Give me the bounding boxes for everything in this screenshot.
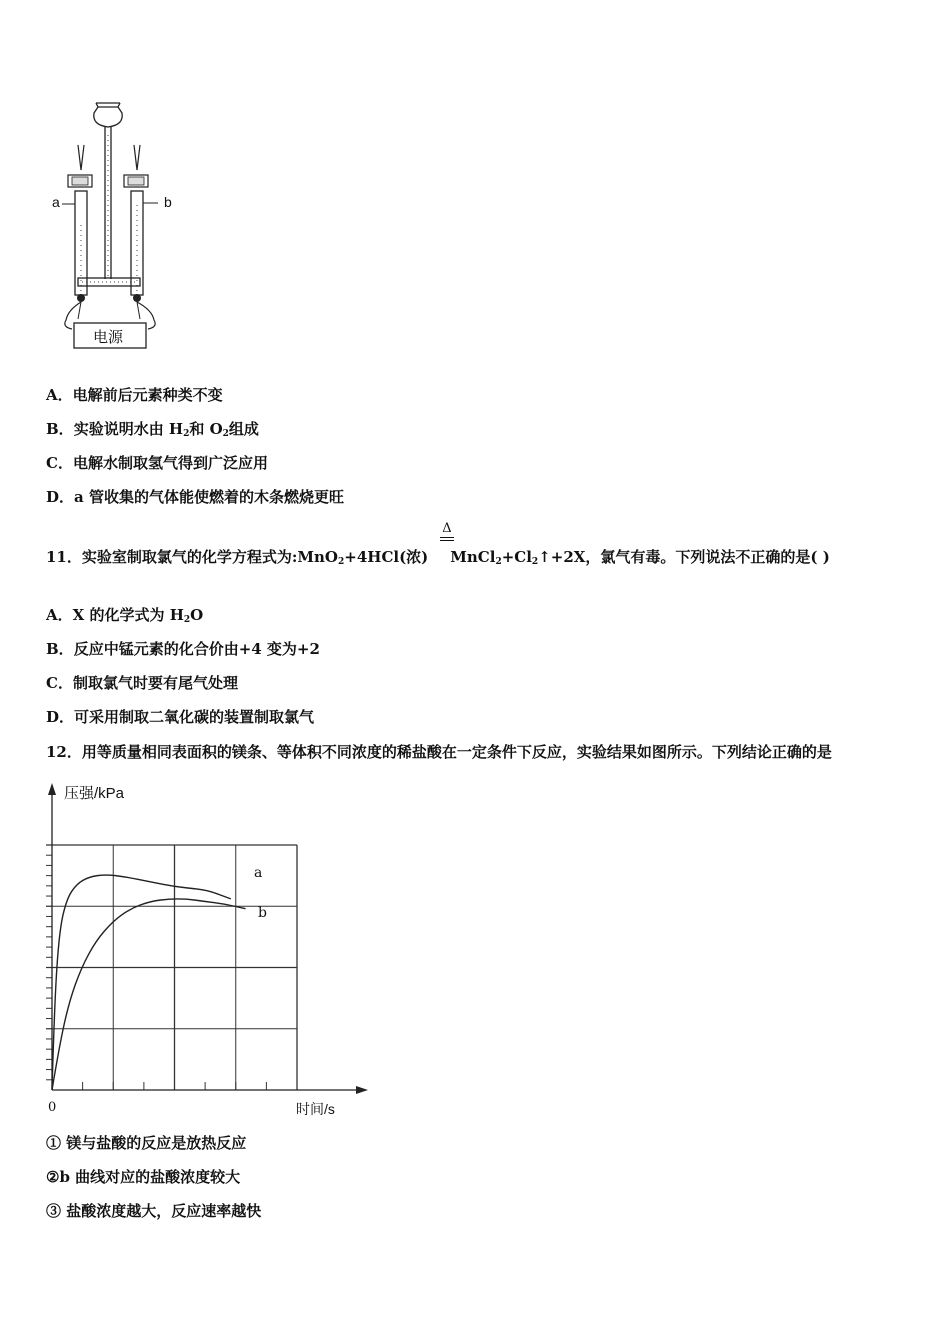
chart-ylabel: 压强/kPa: [64, 785, 125, 802]
q12-statement-2: ②b 曲线对应的盐酸浓度较大: [46, 1168, 241, 1186]
q11-option-a: A．X 的化学式为 $H_2O$: [46, 606, 204, 625]
electrolysis-apparatus-diagram: [40, 95, 200, 360]
series-label-a: a: [254, 865, 263, 881]
q10-option-c: C．电解水制取氢气得到广泛应用: [46, 454, 268, 472]
q11-option-b: B．反应中锰元素的化合价由+4 变为+2: [46, 640, 320, 658]
chart-grid: [46, 845, 297, 1090]
tube-label-b: b: [164, 194, 172, 210]
heat-condition-symbol: Δ: [440, 522, 454, 541]
chart-series: [52, 875, 246, 1090]
chart-xlabel: 时间/s: [296, 1101, 335, 1117]
pressure-time-chart: [0, 775, 380, 1120]
q11-option-c: C．制取氯气时要有尾气处理: [46, 674, 238, 692]
q10-option-d: D．a 管收集的气体能使燃着的木条燃烧更旺: [46, 488, 344, 506]
series-line-b: [52, 899, 246, 1090]
q11-stem: 11．实验室制取氯气的化学方程式为:MnO$_2$+4HCl(浓) $MnCl_2+Cl_2↑+2X$，氯气有毒。下列说法不正确的是( ): [46, 548, 830, 567]
q12-statement-1: ① 镁与盐酸的反应是放热反应: [46, 1134, 247, 1152]
chart-origin-label: 0: [48, 1100, 57, 1115]
tube-label-a: a: [52, 194, 60, 210]
q10-option-b: B．实验说明水由 $H_2$和 $O_2$组成: [46, 420, 259, 439]
q10-option-a: A．电解前后元素种类不变: [46, 386, 223, 404]
series-label-b: b: [258, 905, 267, 921]
power-source-label: 电源: [93, 329, 124, 346]
y-axis-arrow: [48, 783, 56, 795]
q11-option-d: D．可采用制取二氧化碳的装置制取氯气: [46, 708, 315, 726]
chart-axes: [48, 783, 368, 1094]
series-line-a: [52, 875, 231, 1090]
q12-statement-3: ③ 盐酸浓度越大，反应速率越快: [46, 1202, 262, 1220]
x-axis-arrow: [356, 1086, 368, 1094]
q12-stem: 12．用等质量相同表面积的镁条、等体积不同浓度的稀盐酸在一定条件下反应，实验结果如图所示。下列结论正确的是: [46, 743, 832, 761]
